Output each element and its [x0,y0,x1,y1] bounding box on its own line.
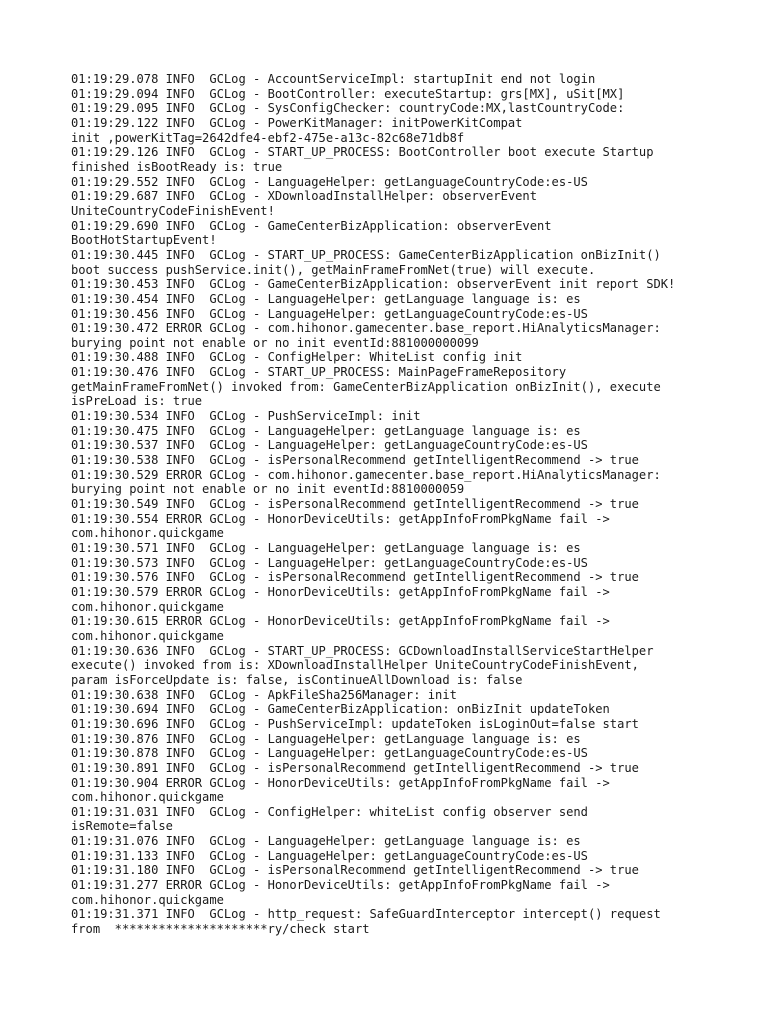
log-line: 01:19:29.687 INFO GCLog - XDownloadInstallHelper: observerEvent [71,189,537,204]
log-line: 01:19:30.454 INFO GCLog - LanguageHelper: getLanguage language is: es [71,291,581,306]
log-line: 01:19:30.453 INFO GCLog - GameCenterBizApplication: observerEvent init report SDK! [71,277,676,292]
log-line: execute() invoked from is: XDownloadInstallHelper UniteCountryCodeFinishEvent, [71,658,639,673]
log-line: 01:19:29.690 INFO GCLog - GameCenterBizApplication: observerEvent [71,218,552,233]
log-line: 01:19:30.878 INFO GCLog - LanguageHelper: getLanguageCountryCode:es-US [71,746,588,761]
log-line: 01:19:30.476 INFO GCLog - START_UP_PROCESS: MainPageFrameRepository [71,365,567,380]
log-line: UniteCountryCodeFinishEvent! [71,203,275,218]
log-line: 01:19:29.126 INFO GCLog - START_UP_PROCESS: BootController boot execute Startup [71,145,654,160]
log-line: 01:19:30.549 INFO GCLog - isPersonalRecommend getIntelligentRecommend -> true [71,497,639,512]
log-line: 01:19:30.571 INFO GCLog - LanguageHelper: getLanguage language is: es [71,541,581,555]
log-line: 01:19:30.876 INFO GCLog - LanguageHelper: getLanguage language is: es [71,731,581,746]
log-document [71,72,761,937]
log-line: 01:19:30.456 INFO GCLog - LanguageHelper: getLanguageCountryCode:es-US [71,306,588,321]
log-line: boot success pushService.init(), getMainFrameFromNet(true) will execute. [71,262,596,277]
log-line: com.hihonor.quickgame [71,628,224,643]
log-line: isPreLoad is: true [71,394,203,409]
log-line: 01:19:29.552 INFO GCLog - LanguageHelper: getLanguageCountryCode:es-US [71,174,588,189]
log-line: 01:19:30.576 INFO GCLog - isPersonalRecommend getIntelligentRecommend -> true [71,570,639,585]
log-line: init ,powerKitTag=2642dfe4-ebf2-475e-a13c-82c68e71db8f [71,130,465,145]
log-line: 01:19:30.638 INFO GCLog - ApkFileSha256Manager: init [71,687,457,702]
log-line: 01:19:30.579 ERROR GCLog - HonorDeviceUtils: getAppInfoFromPkgName fail -> [71,584,610,599]
log-line: 01:19:30.615 ERROR GCLog - HonorDeviceUtils: getAppInfoFromPkgName fail -> [71,614,610,629]
log-line: 01:19:30.904 ERROR GCLog - HonorDeviceUtils: getAppInfoFromPkgName fail -> [71,775,610,790]
log-line: from *********************ry/check start [71,922,370,937]
log-line: 01:19:29.094 INFO GCLog - BootController: executeStartup: grs[MX], uSit[MX] [71,86,625,101]
log-line: 01:19:31.076 INFO GCLog - LanguageHelper: getLanguage language is: es [71,834,581,849]
log-line: 01:19:31.180 INFO GCLog - isPersonalRecommend getIntelligentRecommend -> true [71,863,639,878]
log-line: 01:19:30.891 INFO GCLog - isPersonalRecommend getIntelligentRecommend -> true [71,760,639,775]
log-line: 01:19:30.636 INFO GCLog - START_UP_PROCESS: GCDownloadInstallServiceStartHelper [71,643,654,658]
log-line: 01:19:30.488 INFO GCLog - ConfigHelper: WhiteList config init [71,350,523,365]
log-line: 01:19:30.534 INFO GCLog - PushServiceImpl: init [71,409,421,424]
log-line: 01:19:31.371 INFO GCLog - http_request: SafeGuardInterceptor intercept() request [71,907,661,922]
log-line: 01:19:30.529 ERROR GCLog - com.hihonor.gamecenter.base_report.HiAnalyticsManager: [71,467,661,482]
log-line: com.hihonor.quickgame [71,892,224,907]
log-line: getMainFrameFromNet() invoked from: GameCenterBizApplication onBizInit(), execute [71,379,661,394]
log-line: 01:19:30.538 INFO GCLog - isPersonalRecommend getIntelligentRecommend -> true [71,453,639,468]
log-line: 01:19:29.122 INFO GCLog - PowerKitManager: initPowerKitCompat [71,115,523,130]
log-line: com.hihonor.quickgame [71,526,224,541]
log-line: 01:19:30.475 INFO GCLog - LanguageHelper: getLanguage language is: es [71,423,581,438]
log-line: 01:19:31.277 ERROR GCLog - HonorDeviceUtils: getAppInfoFromPkgName fail -> [71,878,610,893]
log-line: burying point not enable or no init eventId:8810000059 [71,482,465,497]
log-line: com.hihonor.quickgame [71,599,224,614]
log-body [71,72,761,937]
log-line: 01:19:30.694 INFO GCLog - GameCenterBizApplication: onBizInit updateToken [71,702,610,717]
log-line: 01:19:31.031 INFO GCLog - ConfigHelper: whiteList config observer send [71,804,588,819]
log-line: 01:19:30.445 INFO GCLog - START_UP_PROCESS: GameCenterBizApplication onBizInit() [71,247,661,262]
log-line: 01:19:30.472 ERROR GCLog - com.hihonor.gamecenter.base_report.HiAnalyticsManager: [71,321,661,336]
log-line: 01:19:30.554 ERROR GCLog - HonorDeviceUtils: getAppInfoFromPkgName fail -> [71,511,610,526]
log-line: com.hihonor.quickgame [71,790,224,805]
log-line: 01:19:29.095 INFO GCLog - SysConfigChecker: countryCode:MX,lastCountryCode: [71,101,625,116]
log-line: 01:19:31.133 INFO GCLog - LanguageHelper: getLanguageCountryCode:es-US [71,848,588,863]
log-line: 01:19:30.696 INFO GCLog - PushServiceImpl: updateToken isLoginOut=false start [71,716,639,731]
log-line: 01:19:30.573 INFO GCLog - LanguageHelper: getLanguageCountryCode:es-US [71,555,588,570]
log-line: param isForceUpdate is: false, isContinueAllDownload is: false [71,672,523,687]
log-line: 01:19:30.537 INFO GCLog - LanguageHelper: getLanguageCountryCode:es-US [71,438,588,453]
log-line: finished isBootReady is: true [71,159,283,174]
log-line: isRemote=false [71,819,173,834]
log-line: BootHotStartupEvent! [71,233,217,248]
log-line: burying point not enable or no init eventId:881000000099 [71,335,479,350]
log-line: 01:19:29.078 INFO GCLog - AccountServiceImpl: startupInit end not login [71,72,596,86]
